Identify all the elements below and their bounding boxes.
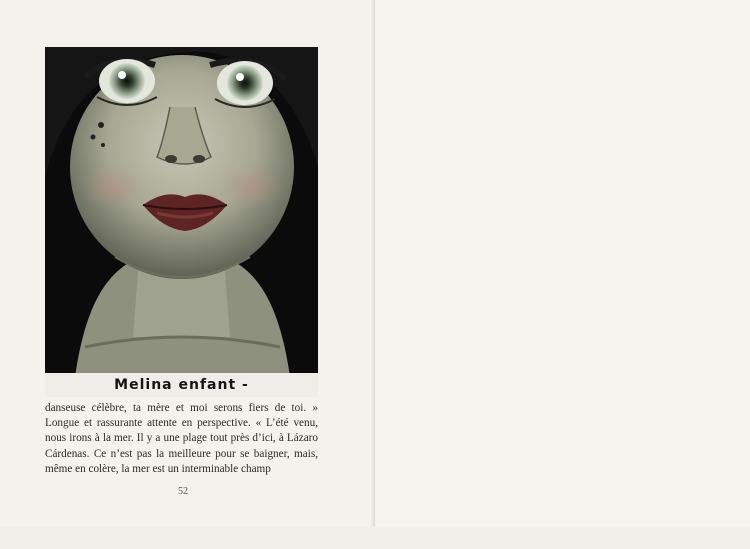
page-number: 52: [178, 486, 188, 497]
left-page: [0, 0, 375, 527]
left-page-text: [45, 401, 318, 477]
girl-portrait-illustration: [45, 47, 318, 375]
illustration-caption: Melina enfant -: [45, 373, 318, 397]
right-page: [375, 0, 750, 527]
paragraph: danseuse célèbre, ta mère et moi serons fiers de toi. » Longue et rassurante attente en perspective. « L’été venu, nous irons à la mer. Il y a une plage tout près d’ici, à Lázaro Cárdenas. Ce n’est pas la meilleure pour se baigner, mais, même en colère, la mer est un interminable champ: [45, 402, 318, 475]
illustration: [45, 47, 318, 397]
